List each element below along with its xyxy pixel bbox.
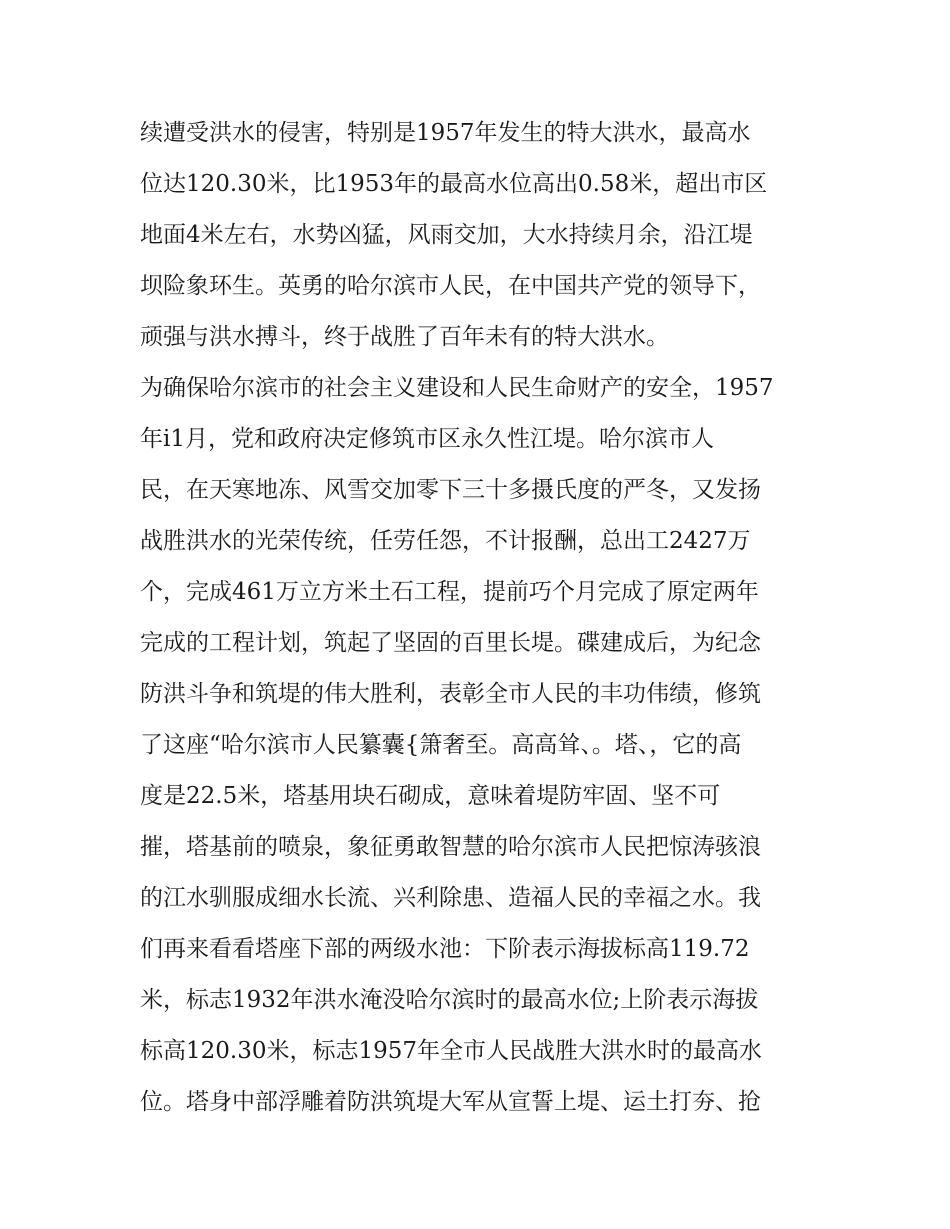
text-line: 续遭受洪水的侵害，特别是1957年发生的特大洪水，最高水 (140, 120, 751, 146)
text-line: 地面4米左右，水势凶猛，风雨交加，大水持续月余，沿江堤 (140, 222, 753, 248)
text-line: 度是22.5米，塔基用块石砌成，意味着堤防牢固、坚不可 (140, 783, 721, 809)
text-line: 坝险象环生。英勇的哈尔滨市人民，在中国共产党的领导下， (140, 273, 761, 299)
text-line: 摧，塔基前的喷泉，象征勇敢智慧的哈尔滨市人民把惊涛骇浪 (140, 834, 761, 860)
text-line: 个，完成461万立方米土石工程，提前巧个月完成了原定两年 (140, 579, 759, 605)
text-line: 的江水驯服成细水长流、兴利除患、造福人民的幸福之水。我 (140, 885, 761, 911)
body-text (140, 108, 830, 1128)
text-line: 防洪斗争和筑堤的伟大胜利，表彰全市人民的丰功伟绩，修筑 (140, 681, 761, 707)
text-line: 们再来看看塔座下部的两级水池：下阶表示海拔标高119.72 (140, 936, 750, 962)
text-line: 了这座“哈尔滨市人民纂囊{箫奢至。高高耸、。塔、，它的高 (140, 732, 742, 758)
text-line: 年i1月，党和政府决定修筑市区永久性江堤。哈尔滨市人 (140, 426, 714, 452)
text-line: 位达120.30米，比1953年的最高水位高出0.58米，超出市区 (140, 171, 768, 197)
text-line: 战胜洪水的光荣传统，任劳任怨，不计报酬，总出工2427万 (140, 528, 751, 554)
text-line: 位。塔身中部浮雕着防洪筑堤大军从宣誓上堤、运土打夯、抢 (140, 1089, 761, 1115)
text-line: 完成的工程计划，筑起了坚固的百里长堤。碟建成后，为纪念 (140, 630, 761, 656)
text-line: 民，在天寒地冻、风雪交加零下三十多摄氏度的严冬，又发扬 (140, 477, 761, 503)
text-line: 米，标志1932年洪水淹没哈尔滨时的最高水位;上阶表示海拔 (140, 987, 759, 1013)
text-line: 标高120.30米，标志1957年全市人民战胜大洪水时的最高水 (140, 1038, 763, 1064)
text-line: 为确保哈尔滨市的社会主义建设和人民生命财产的安全，1957 (140, 375, 774, 401)
text-line: 顽强与洪水搏斗，终于战胜了百年未有的特大洪水。 (140, 324, 669, 350)
